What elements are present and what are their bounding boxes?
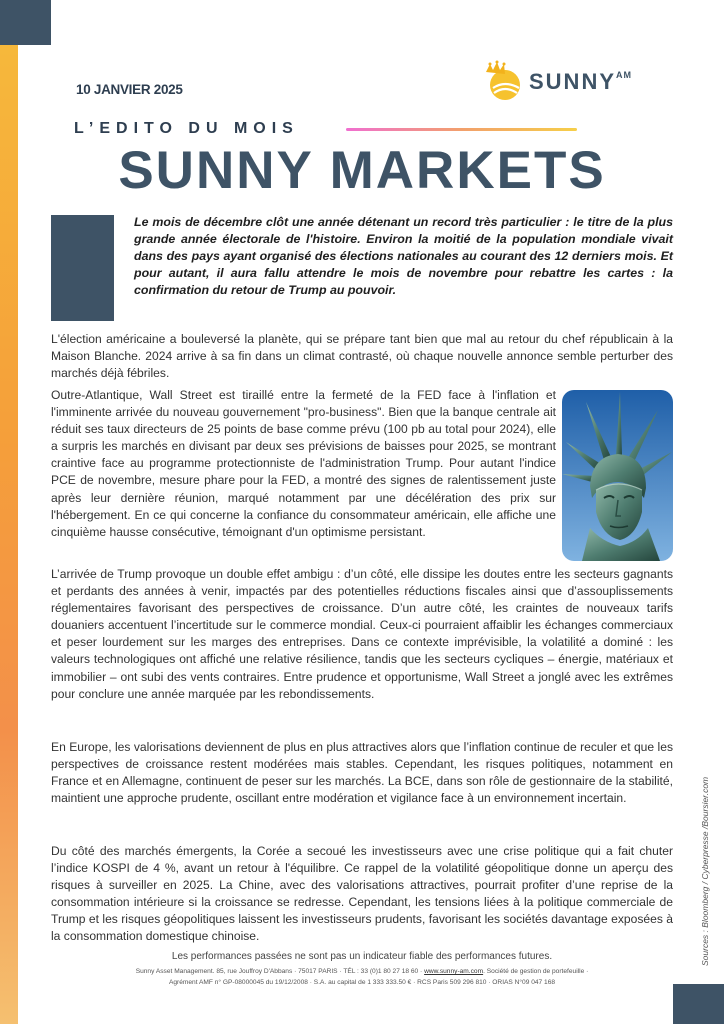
logo-wordmark: $SUNNY^{AM}$ bbox=[529, 69, 633, 94]
kicker-label: L’EDITO DU MOIS bbox=[74, 120, 299, 137]
legal-footer bbox=[80, 966, 644, 988]
kicker-accent-line bbox=[346, 128, 577, 131]
issue-date: 10 JANVIER 2025 bbox=[76, 82, 183, 97]
sources-caption: Sources : Bloomberg / Cyberpresse /Boursier.com bbox=[700, 776, 710, 966]
body-paragraph-3: L’arrivée de Trump provoque un double effet ambigu : d’un côté, elle dissipe les doutes entre les secteurs gagnants et perdants des années à venir, impactés par des potentielles réductions fiscales ainsi que d’assouplissements réglementaires favorisant des perspectives de croissance. D’un autre côté, les craintes de nouveaux tarifs douaniers accentuent l’incertitude sur le commerce mondial. Ceux-ci pourraient affaiblir les échanges commerciaux et peser lourdement sur les marges des entreprises. Dans ce contexte imprévisible, la volatilité a dominé : les valeurs technologiques ont affiché une relative résilience, tandis que les secteurs cycliques – énergie, matériaux et immobilier – ont subi des vents contraires. Entre prudence et opportunisme, Wall Street a jonglé avec les extrêmes pour conclure une année marquée par les rebondissements. bbox=[51, 567, 673, 701]
corner-block-top-left bbox=[0, 0, 51, 45]
footer-address: Sunny Asset Management. 85, rue Jouffroy D'Abbans · 75017 PARIS · TÉL : 33 (0)1 80 27 18 60 · bbox=[135, 968, 425, 975]
lead-paragraph: Le mois de décembre clôt une année détenant un record très particulier : le titre de la plus grande année électorale de l'histoire. Environ la moitié de la population mondiale vivait dans des pays ayant organisé des élections nationales au courant des 12 derniers mois. Et pour autant, il aura fallu attendre le mois de novembre pour rebattre les cartes : la confirmation du retour de Trump au pouvoir. bbox=[134, 215, 673, 298]
page-title: SUNNY MARKETS bbox=[118, 141, 606, 200]
footer-address-end: . Société de gestion de portefeuille · bbox=[483, 968, 589, 975]
sunny-am-logo bbox=[481, 58, 661, 104]
website-link[interactable]: www.sunny-am.com bbox=[424, 968, 484, 975]
statue-of-liberty-photo bbox=[562, 390, 673, 561]
lead-accent-block bbox=[51, 215, 114, 321]
body-paragraph-5: Du côté des marchés émergents, la Corée a secoué les investisseurs avec une crise politique qui a fait chuter l’indice KOSPI de 4 %, avant un retour à l'équilibre. Ce rappel de la volatilité géopolitique donne un aperçu des risques à surveiller en 2025. La Chine, avec des valorisations attractives, pourrait profiter d’une reprise de la consommation intérieure si la croissance se redresse. Cependant, les tensions liées à la politique commerciale de Trump et les risques géopolitiques laissent les investisseurs prudents, favorisant les sociétés davantage exposées à la consommation domestique chinoise. bbox=[51, 844, 673, 944]
performance-disclaimer: Les performances passées ne sont pas un indicateur fiable des performances futures. bbox=[171, 951, 553, 962]
corner-block-bottom-right bbox=[673, 984, 724, 1024]
logo-superscript: AM bbox=[616, 70, 633, 80]
body-paragraph-4: En Europe, les valorisations deviennent de plus en plus attractives alors que l’inflation continue de reculer et que les perspectives de croissance restent modérées mais stables. Cependant, les risques politiques, notamment en France et en Allemagne, continuent de peser sur les marchés. La BCE, dans son rôle de gestionnaire de la stabilité, maintient une approche prudente, oscillant entre modération et vigilance face à un environnement incertain. bbox=[51, 740, 673, 806]
body-paragraph-1: L'élection américaine a bouleversé la planète, qui se prépare tant bien que mal au retour du chef républicain à la Maison Blanche. 2024 arrive à sa fin dans un climat contrasté, où chaque nouvelle annonce semble perturber des marchés déjà fébriles. bbox=[51, 332, 673, 381]
body-paragraph-2: Outre-Atlantique, Wall Street est tiraillé entre la fermeté de la FED face à l'inflation et l'imminente arrivée du nouveau gouvernement "pro-business". Bien que la banque centrale ait réduit ses taux directeurs de 25 points de base comme prévu (100 pb au total pour 2024), elle a surpris les marchés en divisant par deux ses prévisions de baisses pour 2025, se montrant craintive face au programme protectionniste de l'administration Trump. Pour autant l'indice PCE de novembre, mesure phare pour la FED, a montré des signes de ralentissement juste après leur dernière réunion, marqué notamment par une décélération des prix sur l'hébergement. En ce qui concerne la confiance du consommateur américain, elle affiche une cinquième hausse consécutive, témoignant d'un optimisme persistant. bbox=[51, 388, 556, 539]
sun-crown-icon bbox=[481, 58, 527, 104]
footer-legal: Agrément AMF n° GP-08000045 du 19/12/2008 · S.A. au capital de 1 333 333.50 € · RCS Paris 509 296 810 · ORIAS N°09 047 168 bbox=[168, 979, 556, 986]
